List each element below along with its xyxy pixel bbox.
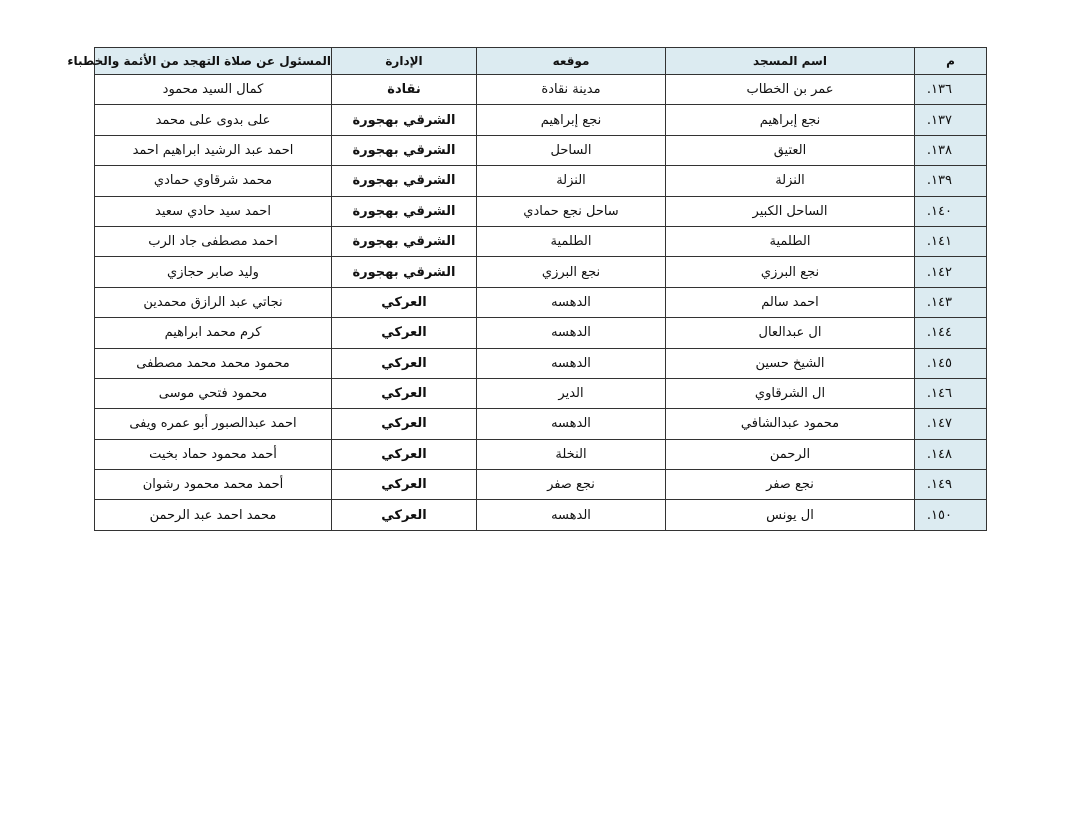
header-mosque: اسم المسجد xyxy=(666,48,915,75)
table-row xyxy=(95,378,987,408)
mosques-table xyxy=(67,47,987,531)
cell-department: الشرقي بهجورة xyxy=(332,196,477,226)
cell-department: العركي xyxy=(332,318,477,348)
table-row xyxy=(95,257,987,287)
cell-mosque: الطلمية xyxy=(666,226,915,256)
cell-location: نجع إبراهيم xyxy=(477,105,666,135)
cell-responsible: محمود محمد محمد مصطفى xyxy=(95,348,332,378)
cell-responsible: كمال السيد محمود xyxy=(95,75,332,105)
cell-responsible: كرم محمد ابراهيم xyxy=(95,318,332,348)
cell-location: الدهسه xyxy=(477,287,666,317)
cell-responsible: أحمد محمد محمود رشوان xyxy=(95,470,332,500)
cell-location: مدينة نقادة xyxy=(477,75,666,105)
table-row xyxy=(95,105,987,135)
table-row xyxy=(95,196,987,226)
cell-department: العركي xyxy=(332,409,477,439)
cell-department: الشرقي بهجورة xyxy=(332,135,477,165)
cell-responsible: أحمد محمود حماد بخيت xyxy=(95,439,332,469)
table-header-row xyxy=(95,48,987,75)
cell-responsible: نجاتي عبد الرازق محمدين xyxy=(95,287,332,317)
cell-department: العركي xyxy=(332,287,477,317)
table-row xyxy=(95,348,987,378)
table-row xyxy=(95,318,987,348)
cell-location: الدير xyxy=(477,378,666,408)
cell-location: نجع صفر xyxy=(477,470,666,500)
cell-num: ١٤٨. xyxy=(915,439,987,469)
cell-num: ١٤٤. xyxy=(915,318,987,348)
cell-num: ١٤٩. xyxy=(915,470,987,500)
cell-num: ١٣٧. xyxy=(915,105,987,135)
cell-num: ١٤٢. xyxy=(915,257,987,287)
cell-mosque: نجع إبراهيم xyxy=(666,105,915,135)
cell-mosque: محمود عبدالشافي xyxy=(666,409,915,439)
cell-department: الشرقي بهجورة xyxy=(332,257,477,287)
cell-mosque: النزلة xyxy=(666,166,915,196)
cell-department: نقادة xyxy=(332,75,477,105)
cell-location: النزلة xyxy=(477,166,666,196)
cell-num: ١٣٨. xyxy=(915,135,987,165)
cell-num: ١٤٣. xyxy=(915,287,987,317)
cell-location: الدهسه xyxy=(477,348,666,378)
table-row xyxy=(95,470,987,500)
header-department: الإدارة xyxy=(332,48,477,75)
cell-responsible: احمد سيد حادي سعيد xyxy=(95,196,332,226)
cell-location: الطلمية xyxy=(477,226,666,256)
cell-location: الدهسه xyxy=(477,318,666,348)
table-row xyxy=(95,500,987,530)
cell-mosque: نجع البرزي xyxy=(666,257,915,287)
cell-department: العركي xyxy=(332,439,477,469)
cell-mosque: ال عبدالعال xyxy=(666,318,915,348)
cell-num: ١٤٧. xyxy=(915,409,987,439)
cell-location: الدهسه xyxy=(477,409,666,439)
cell-responsible: احمد عبدالصبور أبو عمره ويفى xyxy=(95,409,332,439)
cell-department: الشرقي بهجورة xyxy=(332,105,477,135)
cell-responsible: محمد شرقاوي حمادي xyxy=(95,166,332,196)
cell-num: ١٤٠. xyxy=(915,196,987,226)
table-row xyxy=(95,166,987,196)
header-responsible: المسئول عن صلاة التهجد من الأئمة والخطباء xyxy=(95,48,332,75)
header-location: موقعه xyxy=(477,48,666,75)
cell-responsible: محمد احمد عبد الرحمن xyxy=(95,500,332,530)
cell-mosque: عمر بن الخطاب xyxy=(666,75,915,105)
cell-responsible: محمود فتحي موسى xyxy=(95,378,332,408)
header-num: م xyxy=(915,48,987,75)
table-row xyxy=(95,439,987,469)
cell-department: العركي xyxy=(332,500,477,530)
cell-location: الساحل xyxy=(477,135,666,165)
cell-department: الشرقي بهجورة xyxy=(332,166,477,196)
cell-responsible: على بدوى على محمد xyxy=(95,105,332,135)
table-body xyxy=(95,75,987,531)
table-row xyxy=(95,226,987,256)
table-row xyxy=(95,287,987,317)
table-row xyxy=(95,409,987,439)
cell-department: العركي xyxy=(332,470,477,500)
cell-responsible: وليد صابر حجازي xyxy=(95,257,332,287)
cell-responsible: احمد عبد الرشيد ابراهيم احمد xyxy=(95,135,332,165)
cell-location: ساحل نجع حمادي xyxy=(477,196,666,226)
cell-mosque: ال الشرقاوي xyxy=(666,378,915,408)
cell-num: ١٣٩. xyxy=(915,166,987,196)
table-row xyxy=(95,75,987,105)
table-row xyxy=(95,135,987,165)
cell-mosque: احمد سالم xyxy=(666,287,915,317)
cell-location: النخلة xyxy=(477,439,666,469)
cell-department: الشرقي بهجورة xyxy=(332,226,477,256)
cell-location: الدهسه xyxy=(477,500,666,530)
cell-department: العركي xyxy=(332,348,477,378)
cell-mosque: الشيخ حسين xyxy=(666,348,915,378)
cell-num: ١٣٦. xyxy=(915,75,987,105)
cell-mosque: الساحل الكبير xyxy=(666,196,915,226)
cell-num: ١٤٥. xyxy=(915,348,987,378)
cell-num: ١٥٠. xyxy=(915,500,987,530)
cell-department: العركي xyxy=(332,378,477,408)
cell-num: ١٤٦. xyxy=(915,378,987,408)
cell-num: ١٤١. xyxy=(915,226,987,256)
cell-mosque: الرحمن xyxy=(666,439,915,469)
cell-mosque: العتيق xyxy=(666,135,915,165)
cell-mosque: نجع صفر xyxy=(666,470,915,500)
cell-responsible: احمد مصطفى جاد الرب xyxy=(95,226,332,256)
cell-mosque: ال يونس xyxy=(666,500,915,530)
cell-location: نجع البرزي xyxy=(477,257,666,287)
